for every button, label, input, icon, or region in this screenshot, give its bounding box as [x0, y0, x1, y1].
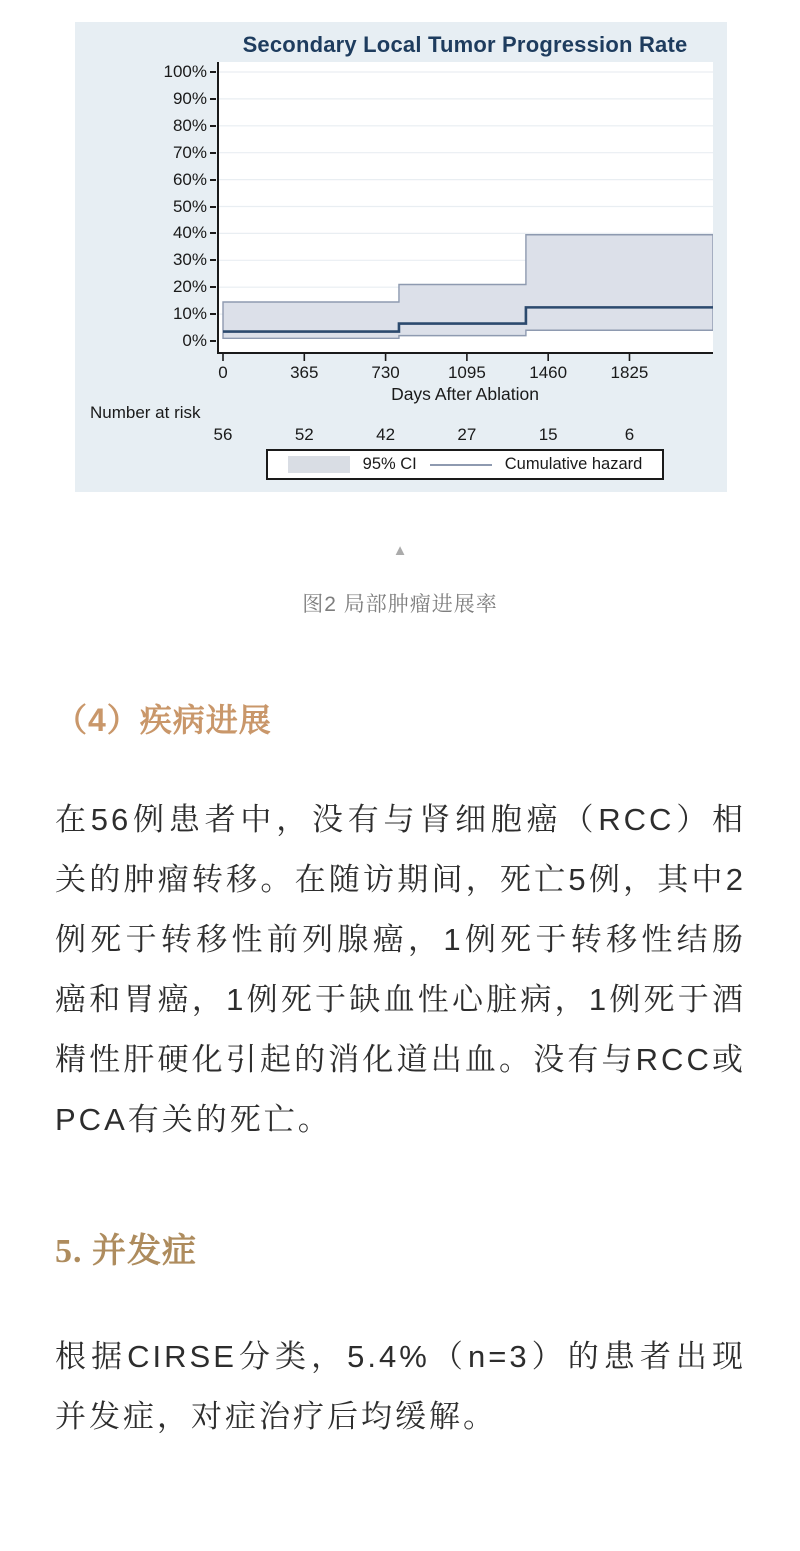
- legend-hazard-label: Cumulative hazard: [504, 455, 643, 473]
- x-tick-label: 0: [218, 363, 228, 382]
- chart-legend: [217, 449, 713, 480]
- y-tick-label: 70%: [172, 142, 207, 162]
- article-page: [0, 22, 800, 1447]
- y-tick-label: 20%: [172, 277, 207, 297]
- y-tick-mark: [210, 259, 216, 261]
- x-tick-label: 1460: [529, 363, 568, 382]
- y-tick-label: 90%: [172, 88, 207, 108]
- y-tick-mark: [210, 98, 216, 100]
- x-tick-label: 1825: [610, 363, 649, 382]
- x-tick-label: 1095: [447, 363, 486, 382]
- x-tick-label: 730: [371, 363, 400, 382]
- y-tick-mark: [210, 313, 216, 315]
- number-at-risk-value: 6: [624, 425, 635, 444]
- number-at-risk-value: 42: [376, 425, 396, 444]
- number-at-risk-value: 52: [294, 425, 314, 444]
- y-tick-label: 10%: [172, 304, 207, 324]
- y-tick-mark: [210, 232, 216, 234]
- legend-ci-label: 95% CI: [362, 455, 417, 473]
- ci-band-swatch-icon: [288, 456, 350, 473]
- y-tick-mark: [210, 71, 216, 73]
- x-axis-title: Days After Ablation: [391, 384, 539, 404]
- y-tick-label: 30%: [172, 250, 207, 270]
- y-tick-label: 50%: [172, 196, 207, 216]
- chart-legend-box: [266, 449, 665, 480]
- number-at-risk-value: 56: [213, 425, 233, 444]
- collapse-arrow-icon: ▲: [392, 542, 408, 559]
- y-tick-label: 100%: [163, 62, 207, 81]
- y-tick-label: 0%: [182, 331, 207, 350]
- y-tick-label: 60%: [172, 169, 207, 189]
- chart-figure-panel: [75, 22, 727, 492]
- hazard-line-swatch-icon: [430, 464, 492, 466]
- y-tick-mark: [210, 179, 216, 181]
- x-tick-label: 365: [290, 363, 319, 382]
- figure-caption: 图2 局部肿瘤进展率: [302, 593, 498, 616]
- y-tick-mark: [210, 286, 216, 288]
- y-tick-label: 80%: [172, 115, 207, 135]
- y-tick-mark: [210, 340, 216, 342]
- number-at-risk-label: Number at risk: [90, 403, 201, 422]
- y-tick-mark: [210, 206, 216, 208]
- plot-area: [217, 62, 713, 362]
- number-at-risk-value: 27: [457, 425, 477, 444]
- chart-title: Secondary Local Tumor Progression Rate: [242, 32, 688, 57]
- y-tick-mark: [210, 152, 216, 154]
- y-tick-mark: [210, 125, 216, 127]
- section-5-heading: 5. 并发症: [55, 1233, 197, 1270]
- section-5-paragraph: 根据CIRSE分类，5.4%（n=3）的患者出现并发症，对症治疗后均缓解。: [55, 1339, 746, 1434]
- number-at-risk-value: 15: [538, 425, 558, 444]
- y-tick-label: 40%: [172, 223, 207, 243]
- section-4-paragraph: 在56例患者中，没有与肾细胞癌（RCC）相关的肿瘤转移。在随访期间，死亡5例，其中2例死于转移性前列腺癌，1例死于转移性结肠癌和胃癌，1例死于缺血性心脏病，1例死于酒精性肝硬化引起的消化道出血。没有与RCC或PCA有关的死亡。: [55, 802, 746, 1137]
- section-4-heading: （4）疾病进展: [55, 702, 272, 738]
